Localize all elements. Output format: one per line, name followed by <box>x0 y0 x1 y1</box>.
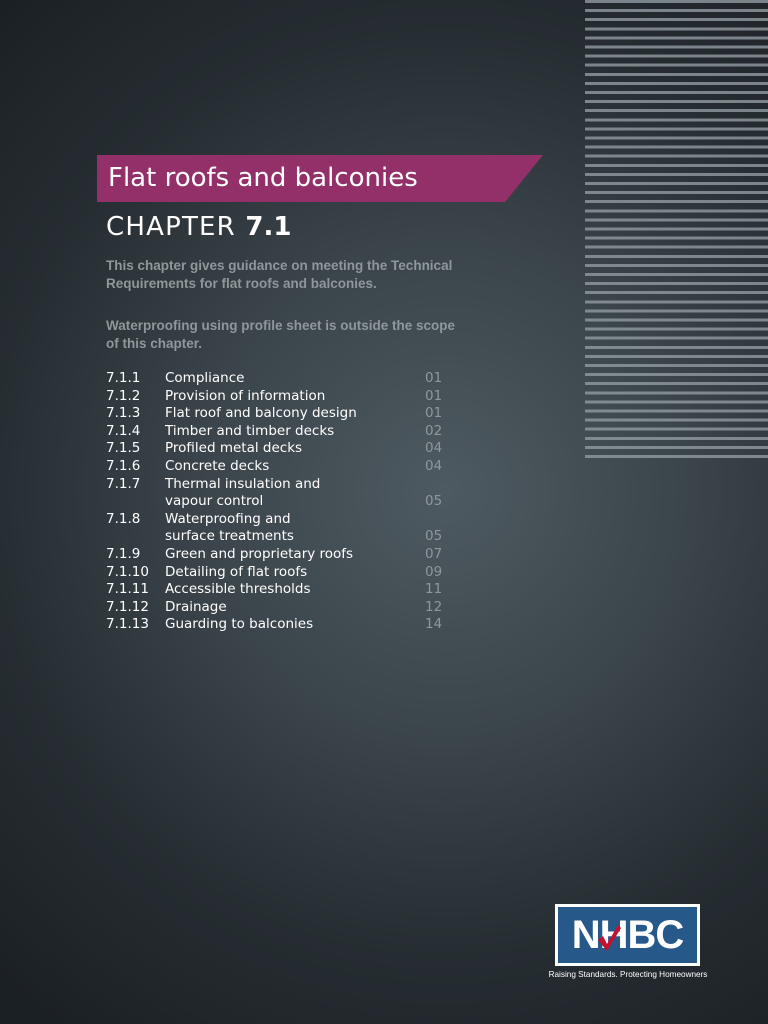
toc-section-number: 7.1.9 <box>106 545 141 562</box>
toc-section-title <box>165 616 425 634</box>
toc-page-number: 11 <box>425 581 443 598</box>
toc-title-line: Waterproofing and <box>165 510 291 527</box>
tick-mark <box>598 925 621 951</box>
toc-title-line: surface treatments <box>165 528 294 545</box>
toc-row <box>106 599 451 617</box>
toc-section-title <box>165 476 425 511</box>
toc-page-number: 02 <box>425 422 443 439</box>
toc-page-number: 01 <box>425 370 443 386</box>
toc-row <box>106 458 451 476</box>
toc-section-title <box>165 370 425 388</box>
toc-page-number: 12 <box>425 598 443 615</box>
toc-page-number: 09 <box>425 563 443 580</box>
toc-row <box>106 616 451 634</box>
toc-title-line: Thermal insulation and <box>165 475 321 492</box>
logo-tagline: Raising Standards. Protecting Homeowners <box>548 970 708 979</box>
nhbc-logo <box>555 904 700 966</box>
toc-section-title <box>165 564 425 582</box>
logo-wordmark <box>558 912 697 958</box>
toc-section-number: 7.1.10 <box>106 563 149 580</box>
toc-row <box>106 440 451 458</box>
toc-title-line: Guarding to balconies <box>165 616 314 633</box>
toc-page-number: 14 <box>425 616 443 633</box>
toc-title-line: Drainage <box>165 598 227 615</box>
toc-page-number: 07 <box>425 545 443 562</box>
toc-row <box>106 511 451 546</box>
toc-title-line: Compliance <box>165 370 245 386</box>
toc-page-number: 01 <box>425 387 443 404</box>
toc-section-number: 7.1.8 <box>106 510 141 527</box>
toc-page-number: 05 <box>425 493 443 510</box>
toc-section-title <box>165 423 425 441</box>
toc-section-title <box>165 511 425 546</box>
toc-section-number: 7.1.3 <box>106 405 141 422</box>
toc-section-number: 7.1.5 <box>106 440 141 457</box>
toc-title-line: Timber and timber decks <box>165 422 335 439</box>
toc-section-title <box>165 405 425 423</box>
toc-section-number: 7.1.11 <box>106 581 149 598</box>
chapter-heading <box>106 209 291 245</box>
toc-row <box>106 564 451 582</box>
toc-row <box>106 546 451 564</box>
toc-section-title <box>165 388 425 406</box>
toc-section-title <box>165 458 425 476</box>
toc-page-number: 05 <box>425 528 443 545</box>
toc-title-line: Flat roof and balcony design <box>165 405 357 422</box>
page-title: Flat roofs and balconies <box>108 163 418 193</box>
toc-title-line: Concrete decks <box>165 457 270 474</box>
toc-section-number: 7.1.1 <box>106 370 141 386</box>
table-of-contents <box>106 370 451 634</box>
toc-title-line: vapour control <box>165 493 264 510</box>
toc-section-title <box>165 581 425 599</box>
toc-row <box>106 423 451 441</box>
toc-row <box>106 476 451 511</box>
toc-title-line: Detailing of flat roofs <box>165 563 308 580</box>
toc-section-number: 7.1.2 <box>106 387 141 404</box>
logo-letters: NHBC <box>571 913 684 957</box>
intro-paragraph-exclusion: Waterproofing using profile sheet is outside the scope of this chapter. <box>106 318 456 351</box>
toc-row <box>106 388 451 406</box>
toc-row <box>106 405 451 423</box>
toc-section-number: 7.1.13 <box>106 616 149 633</box>
toc-section-number: 7.1.4 <box>106 422 141 439</box>
toc-section-title <box>165 440 425 458</box>
toc-section-title <box>165 546 425 564</box>
decorative-stripes <box>585 0 768 464</box>
toc-section-number: 7.1.12 <box>106 598 149 615</box>
toc-title-line: Profiled metal decks <box>165 440 303 457</box>
toc-title-line: Provision of information <box>165 387 326 404</box>
intro-paragraph-scope: This chapter gives guidance on meeting the Technical Requirements for flat roofs and balconies. <box>106 258 453 291</box>
chapter-number: 7.1 <box>245 212 292 242</box>
logo-box <box>558 907 697 963</box>
tick-icon <box>596 923 622 953</box>
toc-title-line: Accessible thresholds <box>165 581 311 598</box>
toc-page-number: 04 <box>425 440 443 457</box>
toc-title-line: Green and proprietary roofs <box>165 545 354 562</box>
toc-page-number: 01 <box>425 405 443 422</box>
toc-row <box>106 581 451 599</box>
toc-page-number: 04 <box>425 457 443 474</box>
toc-section-title <box>165 599 425 617</box>
toc-section-number: 7.1.7 <box>106 475 141 492</box>
chapter-label: CHAPTER <box>106 212 236 242</box>
toc-row <box>106 370 451 388</box>
toc-section-number: 7.1.6 <box>106 457 141 474</box>
